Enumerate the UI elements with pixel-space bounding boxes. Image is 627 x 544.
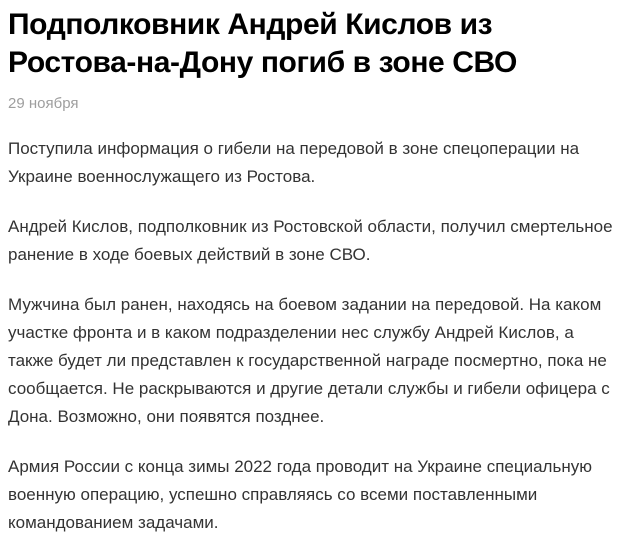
article-title: Подполковник Андрей Кислов из Ростова-на-Дону погиб в зоне СВО [8, 8, 517, 79]
article-paragraph: Поступила информация о гибели на передовой в зоне спецоперации на Украине военнослужащего из Ростова. [8, 139, 580, 186]
article-date: 29 ноября [8, 95, 79, 112]
article-paragraph: Андрей Кислов, подполковник из Ростовской области, получил смертельное ранение в ходе боевых действий в зоне СВО. [8, 217, 613, 264]
article-body [8, 135, 615, 537]
article-paragraph: Мужчина был ранен, находясь на боевом задании на передовой. На каком участке фронта и в каком подразделении нес службу Андрей Кислов, а также будет ли представлен к государственной награде посмертно, пока не сообщается. Не раскрываются и другие детали службы и гибели офицера с Дона. Возможно, они появятся позднее. [8, 295, 610, 426]
article-paragraph: Армия России с конца зимы 2022 года проводит на Украине специальную военную операцию, успешно справляясь со всеми поставленными командованием задачами. [8, 457, 592, 532]
